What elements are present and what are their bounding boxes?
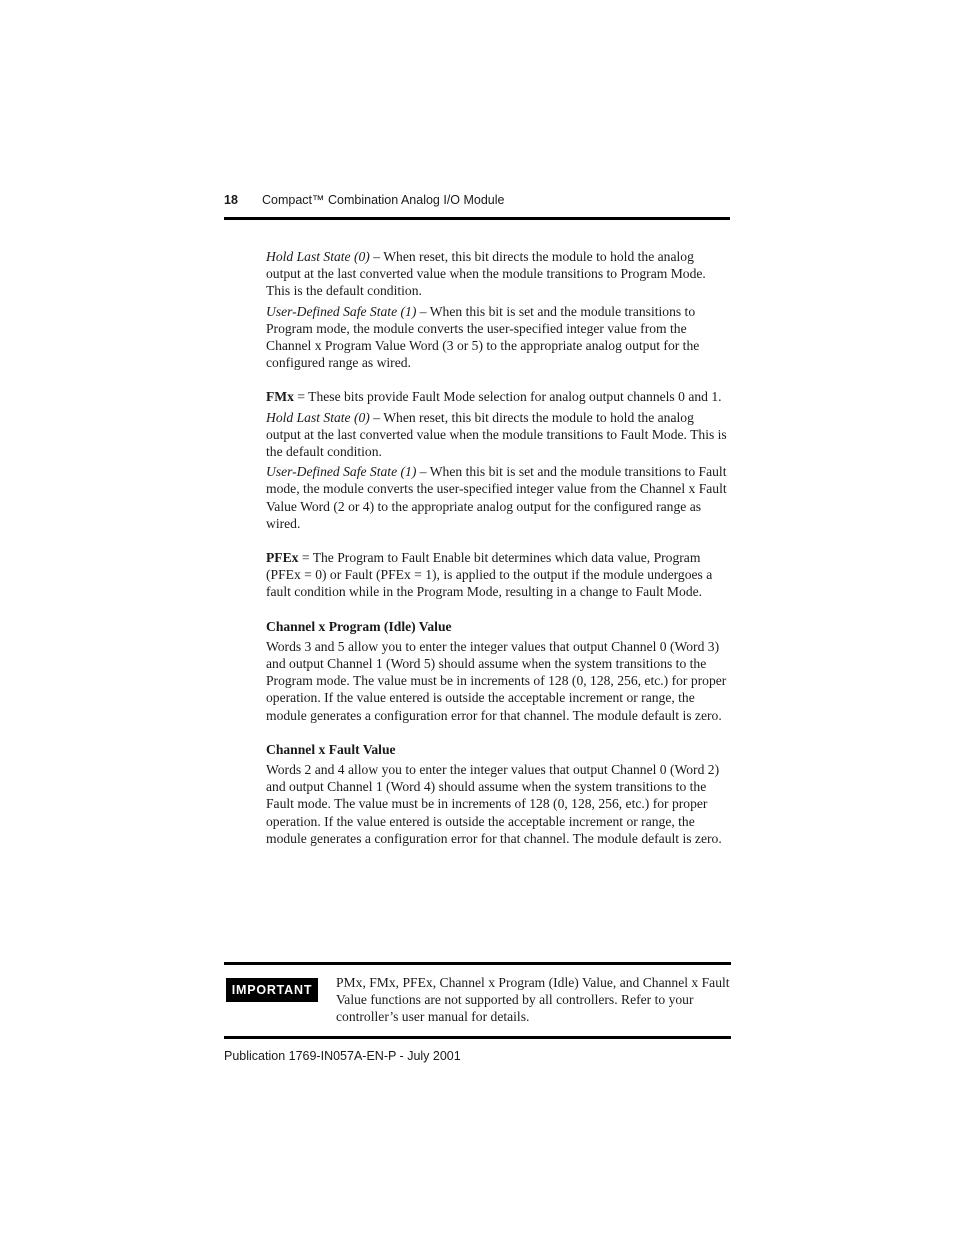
pm-hold-last-state-term: Hold Last State (0): [266, 249, 370, 264]
program-value-paragraph: Words 3 and 5 allow you to enter the integer values that output Channel 0 (Word 3) and output Channel 1 (Word 5) should assume when the system transitions to the Program mode. The value must be in increments of 128 (0, 128, 256, etc.) for proper operation. If the value entered is outside the acceptable increment or range, the module generates a configuration error for that channel. The module default is zero.: [266, 638, 727, 723]
fm-hold-last-state-term: Hold Last State (0): [266, 409, 370, 425]
fm-safe-state-paragraph: [266, 463, 730, 532]
pfex-text: = The Program to Fault Enable bit determines which data value, Program (PFEx = 0) or Fault (PFEx = 1), is applied to the output if the module undergoes a fault condition while in the Program Mode, resulting in a change to Fault Mode.: [266, 550, 713, 600]
pm-hold-last-state-paragraph: [266, 248, 730, 300]
pfex-term: PFEx: [266, 550, 299, 566]
fm-hold-last-state-text: – When reset, this bit directs the module to hold the analog output at the last converted value when the module transitions to Fault Mode. This is the default condition.: [266, 409, 727, 460]
important-text: PMx, FMx, PFEx, Channel x Program (Idle) Value, and Channel x Fault Value functions are not supported by all controllers. Refer to your controller’s user manual for details.: [336, 975, 730, 1025]
publication-footer: Publication 1769-IN057A-EN-P - July 2001: [224, 1049, 461, 1063]
program-value-heading: Channel x Program (Idle) Value: [266, 618, 452, 634]
body-text: [266, 248, 730, 847]
page-header: [224, 191, 730, 220]
page-number: 18: [224, 193, 238, 207]
fmx-term: FMx: [266, 389, 294, 405]
fault-value-heading: Channel x Fault Value: [266, 741, 396, 757]
fm-hold-last-state-paragraph: [266, 409, 730, 461]
important-label: IMPORTANT: [226, 978, 318, 1002]
fmx-text: = These bits provide Fault Mode selection for analog output channels 0 and 1.: [293, 389, 722, 405]
running-title: Compact™ Combination Analog I/O Module: [262, 193, 505, 207]
fault-value-paragraph: Words 2 and 4 allow you to enter the integer values that output Channel 0 (Word 2) and output Channel 1 (Word 4) should assume when the system transitions to the Fault mode. The value must be in increments of 128 (0, 128, 256, etc.) for proper operation. If the value entered is outside the acceptable increment or range, the module generates a configuration error for that channel. The module default is zero.: [266, 762, 722, 846]
pfex-paragraph: [266, 549, 730, 601]
pm-safe-state-term: User-Defined Safe State (1): [266, 303, 417, 319]
pm-safe-state-text: – When this bit is set and the module transitions to Program mode, the module converts the user-specified integer value from the Channel x Program Value Word (3 or 5) to the appropriate analog output for the configured range as wired.: [266, 303, 700, 371]
important-note: [224, 962, 731, 1039]
pm-hold-last-state-text: – When reset, this bit directs the module to hold the analog output at the last converted value when the module transitions to Program Mode. This is the default condition.: [266, 249, 706, 299]
fm-safe-state-text: – When this bit is set and the module transitions to Fault mode, the module converts the user-specified integer value from the Channel x Fault Value Word (2 or 4) to the appropriate analog output for the configured range as wired.: [266, 464, 727, 531]
pm-safe-state-paragraph: [266, 303, 730, 372]
fmx-paragraph: [266, 388, 730, 405]
fm-safe-state-term: User-Defined Safe State (1): [266, 464, 417, 480]
